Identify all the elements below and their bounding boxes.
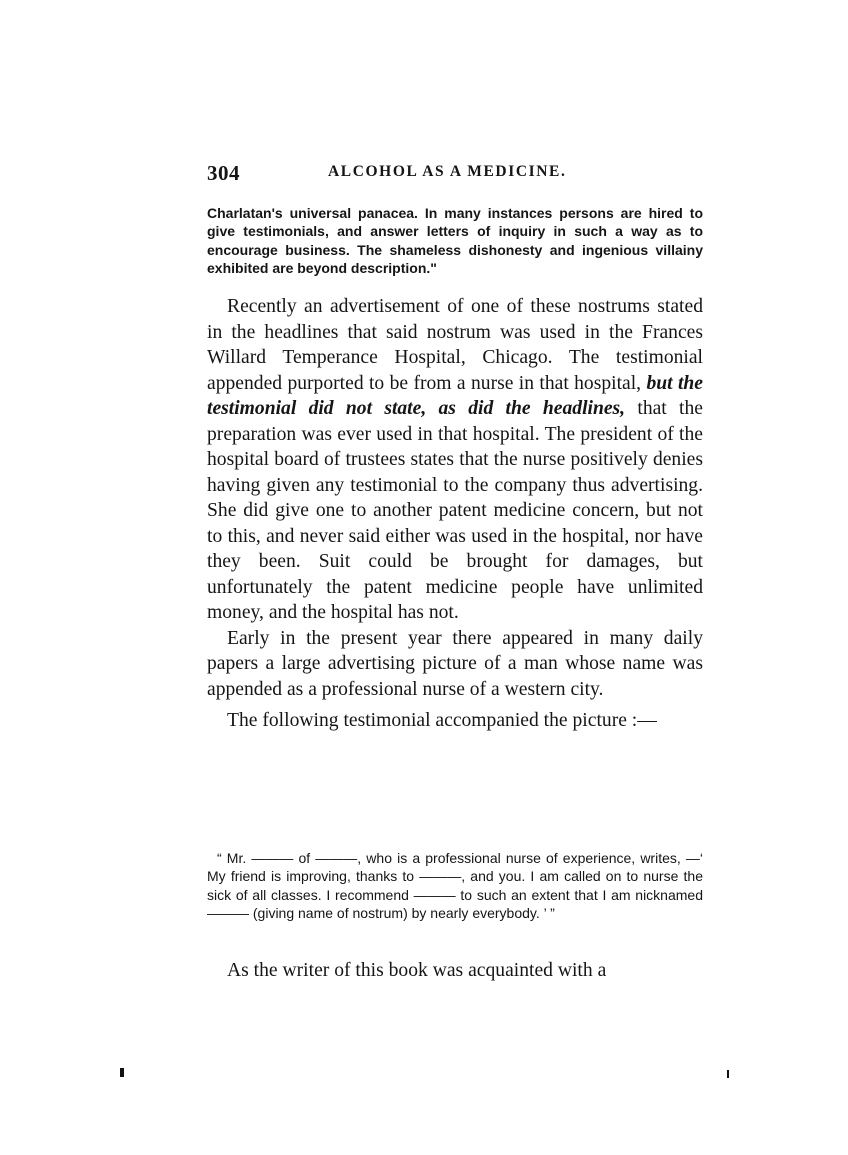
paragraph-writer-acquainted: As the writer of this book was acquainted with a [227, 960, 607, 981]
paragraph-advertising-picture: Early in the present year there appeared in many daily papers a large advertising picture of a man whose name was appended as a professional nurse of a western city. [207, 627, 703, 700]
scan-mark-left [120, 1068, 124, 1077]
testimonial-quote-text: “ Mr. ——— of ———, who is a professional nurse of experience, writes, —‘ My friend is improving, thanks to ———, and you. I am called on to nurse the sick of all classes. I recommend ——— to such an extent that I am nicknamed ——— (giving name of nostrum) by nearly everybody. ’ ” [207, 850, 703, 921]
paragraph-1-end: that the preparation was ever used in that hospital. The president of the hospital board of trustees states that the nurse positively denies having given any testimonial to the company thus advertising. She did give one to another patent medicine concern, but not to this, and never said either was used in the hospital, nor have they been. Suit could be brought for damages, but unfortunately the patent medicine people have unlimited money, and the hospital has not. [207, 398, 703, 623]
quote-continuation [207, 204, 703, 277]
scan-mark-right [727, 1070, 729, 1078]
body-section [207, 294, 703, 734]
page-number: 304 [207, 161, 240, 185]
closing-section [207, 958, 703, 984]
paragraph-1-start: Recently an advertisement of one of these nostrums stated in the headlines that said nostrum was used in the Frances Willard Temperance Hospital, Chicago. The testimonial appended purported to be from a nurse in that hospital, [207, 296, 703, 394]
running-title: ALCOHOL AS A MEDICINE. [328, 163, 567, 180]
paragraph-testimonial-intro: The following testimonial accompanied the picture :— [227, 710, 657, 731]
paragraph-hospital-advertisement [207, 294, 703, 626]
quote-continuation-text: Charlatan's universal panacea. In many instances persons are hired to give testimonials, and answer letters of inquiry in such a way as to encourage business. The shameless dishonesty and ingenious villainy exhibited are beyond description." [207, 205, 703, 276]
paragraph-1-italic: but the testimonial did not state, as did the headlines, [207, 372, 703, 419]
page-header [207, 161, 703, 187]
testimonial-quote [207, 849, 703, 922]
